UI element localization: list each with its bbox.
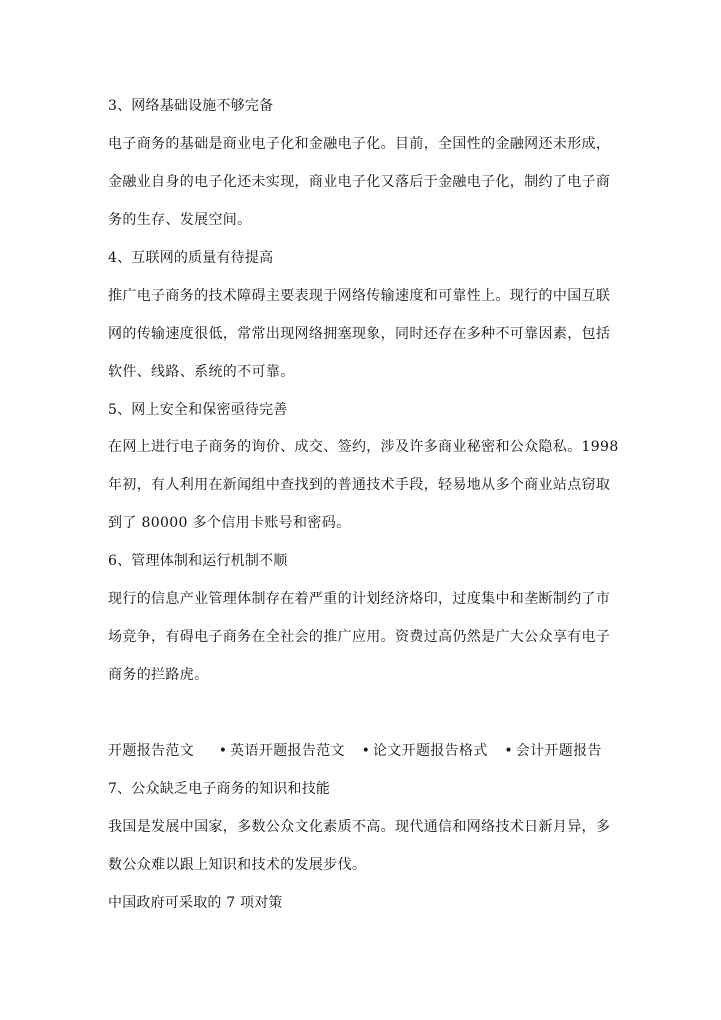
paragraph-7-line-2: 数公众难以跟上知识和技术的发展步伐。 (108, 857, 367, 873)
paragraph-5-line-3: 到了 80000 多个信用卡账号和密码。 (108, 515, 351, 531)
related-links-bar (108, 741, 602, 761)
paragraph-4-line-2: 网的传输速度很低，常常出现网络拥塞现象，同时还存在多种不可靠因素，包括 (108, 326, 611, 342)
paragraph-7-line-1: 我国是发展中国家，多数公众文化素质不高。现代通信和网络技术日新月异，多 (108, 819, 611, 835)
section-heading-4: 4、互联网的质量有待提高 (108, 250, 274, 266)
paragraph-4-line-3: 软件、线路、系统的不可靠。 (108, 364, 295, 380)
link-accounting-report[interactable]: 会计开题报告 (515, 743, 602, 759)
section-heading-5: 5、网上安全和保密亟待完善 (108, 402, 288, 418)
link-separator: • (504, 743, 514, 759)
paragraph-6-line-2: 场竞争，有碍电子商务在全社会的推广应用。资费过高仍然是广大公众享有电子 (108, 629, 611, 645)
paragraph-5-line-2: 年初，有人利用在新闻组中查找到的普通技术手段，轻易地从多个商业站点窃取 (108, 477, 611, 493)
paragraph-6-line-1: 现行的信息产业管理体制存在着严重的计划经济烙印，过度集中和垄断制约了市 (108, 591, 611, 607)
link-thesis-report-format[interactable]: 论文开题报告格式 (372, 743, 488, 759)
section-heading-6: 6、管理体制和运行机制不顺 (108, 553, 288, 569)
paragraph-4-line-1: 推广电子商务的技术障碍主要表现于网络传输速度和可靠性上。现行的中国互联 (108, 288, 611, 304)
paragraph-3-line-1: 电子商务的基础是商业电子化和金融电子化。目前，全国性的金融网还未形成， (108, 136, 611, 152)
paragraph-3-line-3: 务的生存、发展空间。 (108, 212, 252, 228)
paragraph-6-line-3: 商务的拦路虎。 (108, 667, 209, 683)
section-heading-policies: 中国政府可采取的 7 项对策 (108, 895, 283, 911)
paragraph-5-line-1: 在网上进行电子商务的询价、成交、签约，涉及许多商业秘密和公众隐私。1998 (108, 439, 619, 455)
link-separator: • (361, 743, 371, 759)
link-separator: • (218, 743, 228, 759)
section-heading-3: 3、网络基础设施不够完备 (108, 98, 274, 114)
link-report-sample[interactable]: 开题报告范文 (108, 743, 195, 759)
section-heading-7: 7、公众缺乏电子商务的知识和技能 (108, 781, 331, 797)
link-english-report-sample[interactable]: 英语开题报告范文 (230, 743, 345, 759)
paragraph-3-line-2: 金融业自身的电子化还未实现，商业电子化又落后于金融电子化，制约了电子商 (108, 174, 611, 190)
